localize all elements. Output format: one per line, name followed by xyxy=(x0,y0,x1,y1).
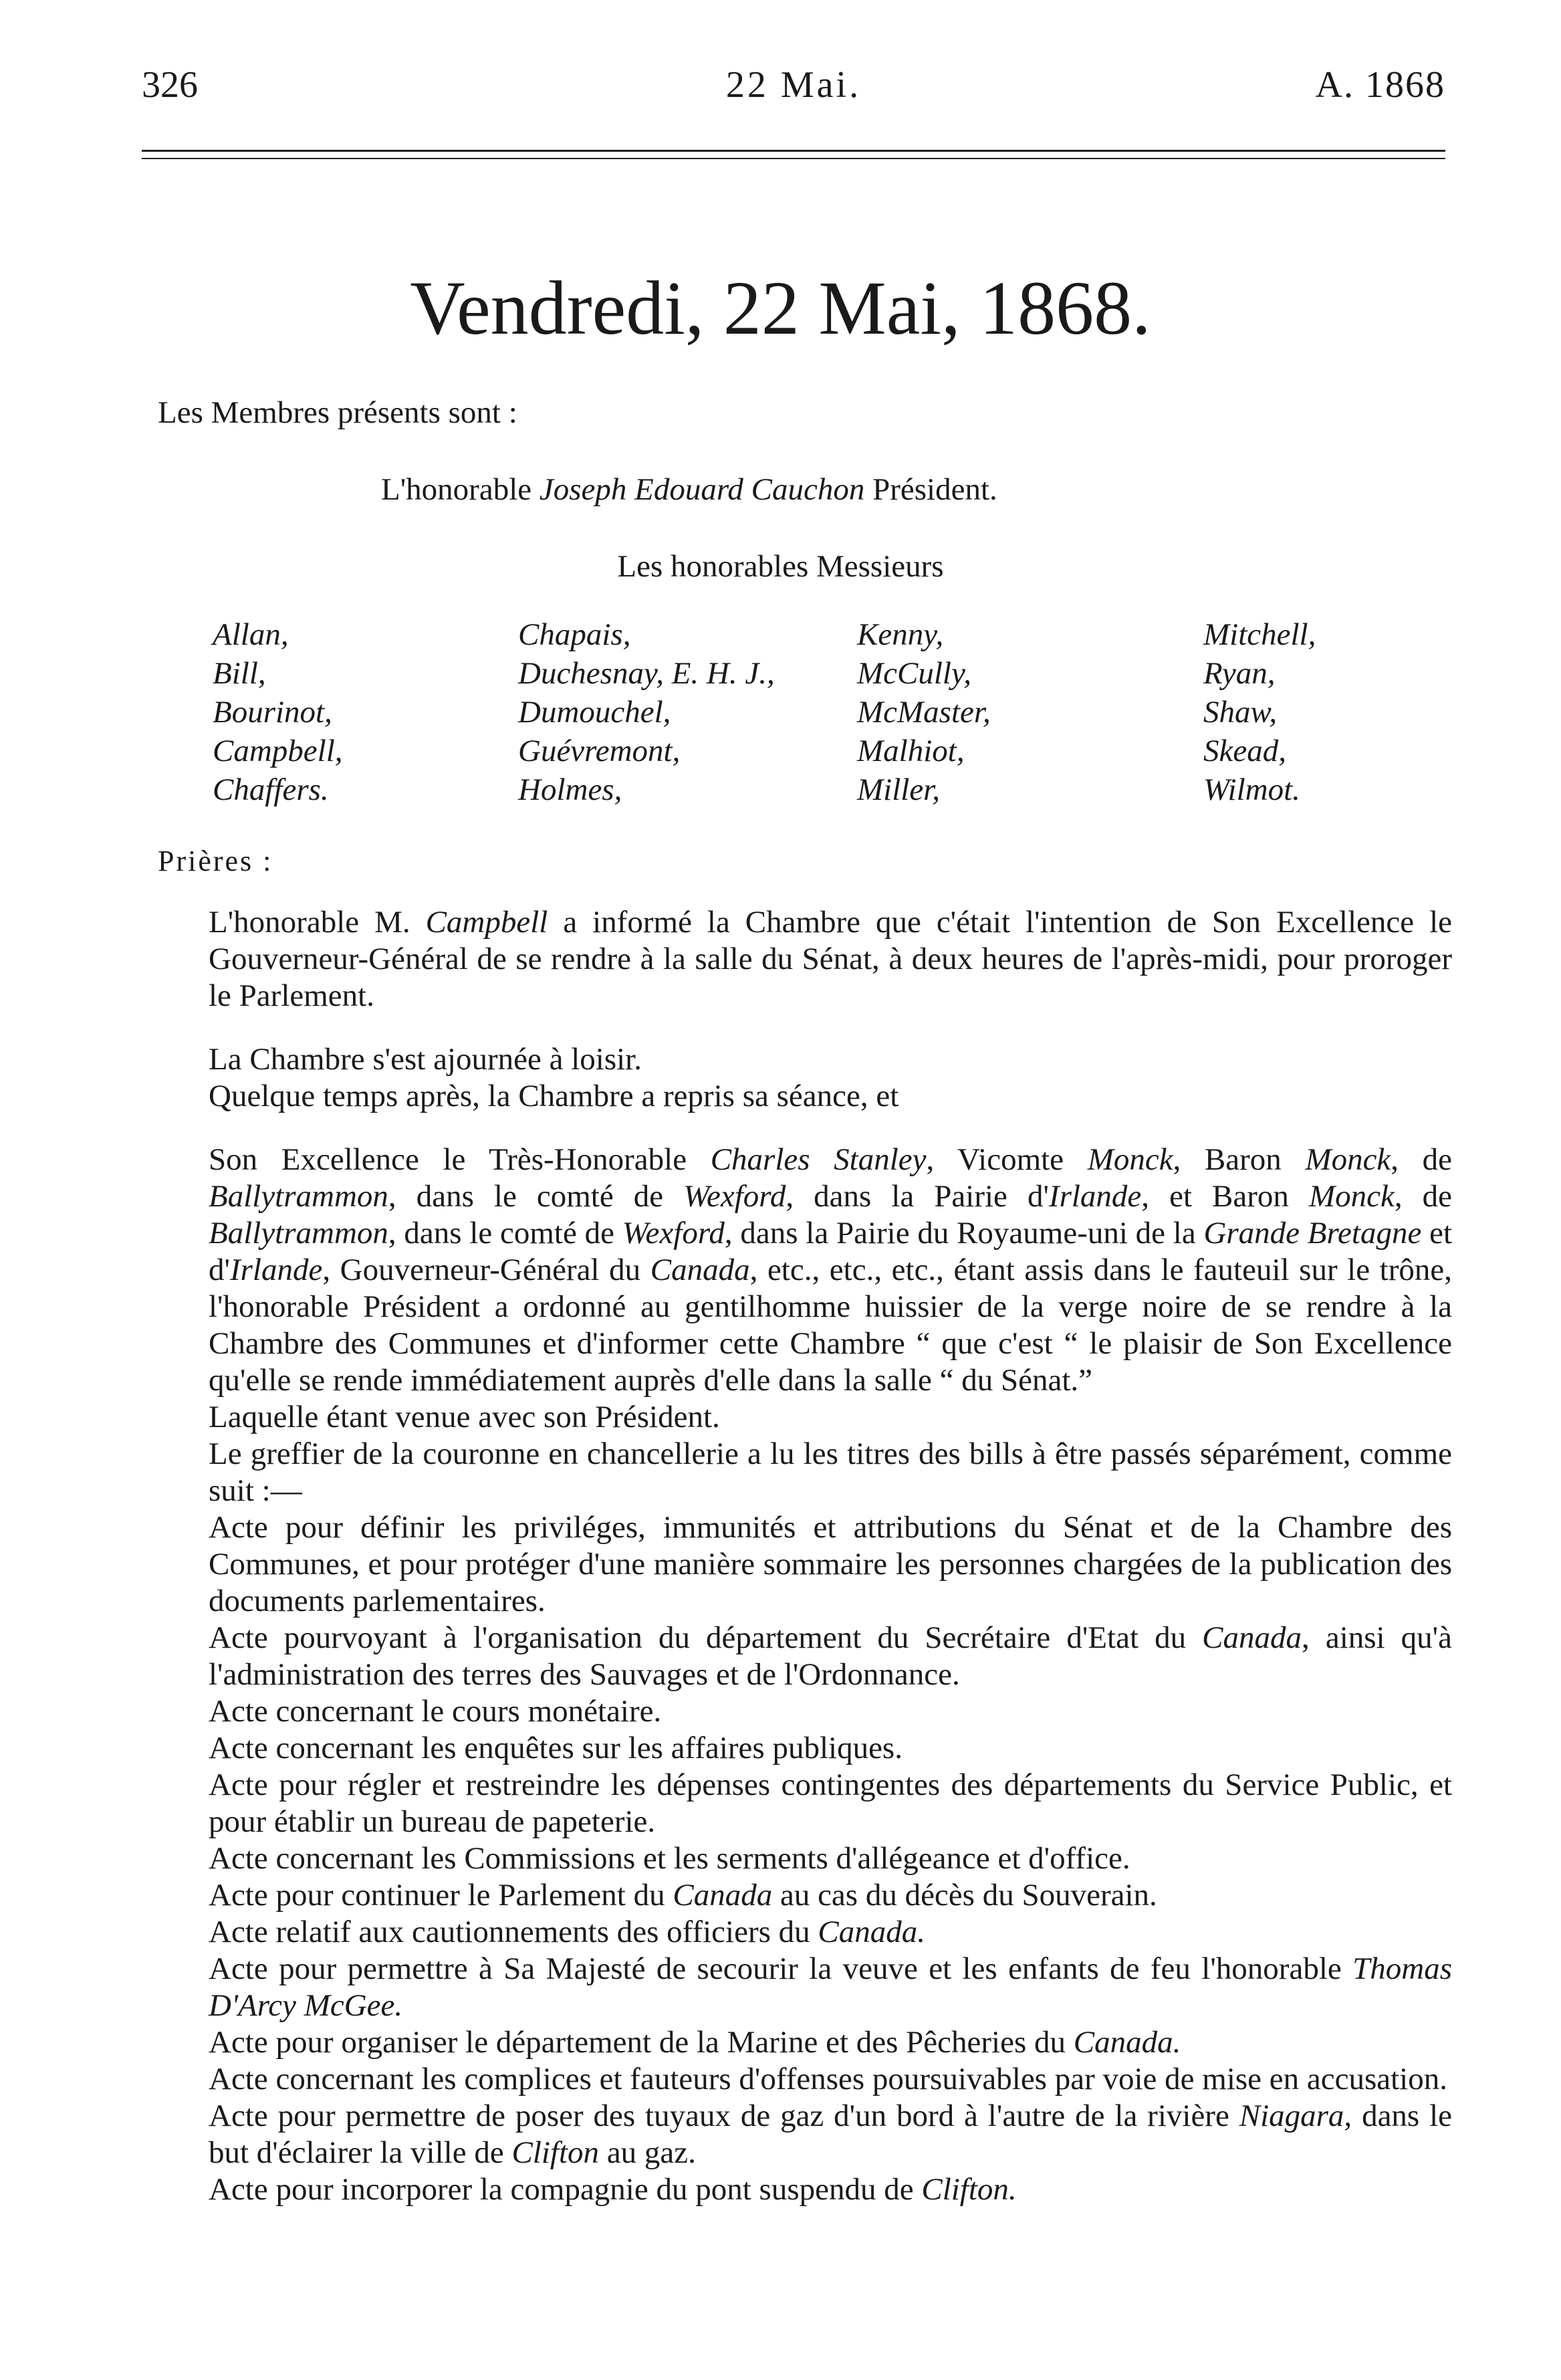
name-run: Clifton xyxy=(511,2135,600,2170)
president-line xyxy=(381,471,997,508)
honorables-label: Les honorables Messieurs xyxy=(617,549,944,584)
text-run: Son Excellence le Très-Honorable xyxy=(209,1142,687,1177)
name-run: Irlande xyxy=(229,1253,323,1287)
prieres-label: Prières : xyxy=(158,845,273,877)
campbell-paragraph xyxy=(209,904,1452,1014)
header-rule xyxy=(142,150,1445,152)
act-item xyxy=(209,1951,1452,2024)
name-run: Charles Stanley xyxy=(710,1142,927,1177)
text-run: , dans la Pairie d' xyxy=(786,1179,1049,1214)
name-run: Grande Bretagne xyxy=(1203,1216,1422,1251)
members-column-4 xyxy=(1203,615,1316,809)
members-column-3 xyxy=(857,615,991,809)
member-name: Duchesnay, E. H. J., xyxy=(518,656,775,691)
text-run: , dans le comté de xyxy=(388,1216,614,1251)
member-name-inline: Campbell xyxy=(425,905,548,940)
member-name: Mitchell, xyxy=(1203,617,1316,652)
text-run: Acte pour permettre de poser des tuyaux de gaz d'un bord à l'autre de la rivière xyxy=(209,2098,1229,2133)
member-name: McCully, xyxy=(857,656,971,691)
text-run: , Vicomte xyxy=(926,1142,1064,1177)
member-name: Ryan, xyxy=(1203,656,1276,691)
name-run: Canada xyxy=(650,1253,750,1287)
text-run: dans le but d'éclairer la ville de xyxy=(209,2098,1453,2170)
member-name: Chapais, xyxy=(518,617,631,652)
header-year: A. 1868 xyxy=(1315,64,1445,106)
member-name: Holmes, xyxy=(518,772,622,807)
text-run: et d' xyxy=(209,1216,1453,1287)
resumed-line: Quelque temps après, la Chambre a repris sa séance, et xyxy=(209,1079,899,1113)
name-run: Monck xyxy=(1087,1142,1173,1177)
text-run: , ainsi qu'à l'administration des terres des Sauvages et de l'Ordonnance. xyxy=(209,1620,1452,1692)
act-item: Acte concernant les complices et fauteurs d'offenses poursuivables par voie de mise en accusation. xyxy=(209,2062,1447,2096)
spacer xyxy=(209,1014,1452,1041)
name-run: Clifton. xyxy=(921,2172,1017,2207)
act-item: Acte concernant les enquêtes sur les affaires publiques. xyxy=(209,1731,903,1765)
member-name: Bill, xyxy=(213,656,266,691)
text-run: a informé la Chambre que c'était l'intention de Son Excellence le Gouverneur-Général de se rendre à la salle du Sénat, à deux heures de l'après-midi, pour proroger le Parlement. xyxy=(209,905,1453,1013)
proceedings-body xyxy=(209,904,1452,2208)
members-column-1 xyxy=(213,615,343,809)
excellence-paragraph xyxy=(209,1142,1452,1399)
president-prefix: L'honorable xyxy=(381,472,532,507)
act-item xyxy=(209,1914,1452,1951)
member-name: Dumouchel, xyxy=(518,695,671,730)
member-name: Wilmot. xyxy=(1203,772,1300,807)
page-number: 326 xyxy=(142,64,198,106)
name-run: Canada. xyxy=(1073,2025,1181,2060)
member-name: Allan, xyxy=(213,617,289,652)
member-name: Bourinot, xyxy=(213,695,332,730)
act-item: Acte concernant le cours monétaire. xyxy=(209,1694,662,1729)
act-item xyxy=(209,1877,1452,1914)
page-title: Vendredi, 22 Mai, 1868. xyxy=(410,265,1151,350)
text-run: au cas du décès du Souverain. xyxy=(779,1878,1157,1913)
member-name: Skead, xyxy=(1203,734,1286,768)
member-name: Chaffers. xyxy=(213,772,329,807)
name-run: Niagara, xyxy=(1239,2098,1352,2133)
text-run: Acte relatif aux cautionnements des officiers du xyxy=(209,1915,810,1949)
member-name: Kenny, xyxy=(857,617,944,652)
header-date: 22 Mai. xyxy=(725,64,862,106)
name-run: Canada. xyxy=(818,1915,925,1949)
text-run: , dans le comté de xyxy=(388,1179,664,1214)
text-run: , de xyxy=(1391,1142,1453,1177)
text-run: , Baron xyxy=(1173,1142,1282,1177)
act-item: Acte pour régler et restreindre les dépenses contingentes des départements du Service Public, et pour établir un bureau de papeterie. xyxy=(209,1767,1452,1839)
text-run: , de xyxy=(1394,1179,1452,1214)
act-item: Acte concernant les Commissions et les serments d'allégeance et d'office. xyxy=(209,1841,1130,1876)
name-run: Irlande xyxy=(1048,1179,1142,1214)
member-name: Malhiot, xyxy=(857,734,965,768)
president-role: Président. xyxy=(872,472,997,507)
member-name: Shaw, xyxy=(1203,695,1278,730)
name-run: Thomas D'Arcy McGee. xyxy=(209,1951,1452,2023)
name-run: Monck xyxy=(1305,1142,1391,1177)
act-item xyxy=(209,1620,1452,1693)
act-item xyxy=(209,2171,1452,2208)
text-run: Acte pourvoyant à l'organisation du département du Secrétaire d'Etat du xyxy=(209,1620,1187,1655)
members-column-2 xyxy=(518,615,775,809)
text-run: Acte pour continuer le Parlement du xyxy=(209,1878,665,1913)
name-run: Canada xyxy=(1202,1620,1302,1655)
text-run: , dans la Pairie du Royaume-uni de la xyxy=(724,1216,1196,1251)
text-run: Acte pour incorporer la compagnie du pont suspendu de xyxy=(209,2172,914,2207)
header-rule-thin xyxy=(142,158,1445,159)
member-name: Campbell, xyxy=(213,734,343,768)
running-header xyxy=(142,64,1445,124)
name-run: Wexford xyxy=(683,1179,786,1214)
text-run: Acte pour permettre à Sa Majesté de secourir la veuve et les enfants de feu l'honorable xyxy=(209,1951,1342,1986)
adjourn-line: La Chambre s'est ajournée à loisir. xyxy=(209,1042,642,1077)
spacer xyxy=(209,1115,1452,1142)
text-run: Acte pour organiser le département de la Marine et des Pêcheries du xyxy=(209,2025,1066,2060)
text-run: , et Baron xyxy=(1141,1179,1289,1214)
member-name: Guévremont, xyxy=(518,734,681,768)
name-run: Canada xyxy=(673,1878,773,1913)
name-run: Wexford xyxy=(622,1216,725,1251)
act-item xyxy=(209,2024,1452,2061)
text-run: , Gouverneur-Général du xyxy=(322,1253,641,1287)
act-item: Acte pour définir les priviléges, immunités et attributions du Sénat et de la Chambre des Communes, et pour protéger d'une manière sommaire les personnes chargées de la publication des documents parlementaires. xyxy=(209,1510,1452,1618)
members-intro: Les Membres présents sont : xyxy=(158,395,517,430)
text-run: au gaz. xyxy=(606,2135,696,2170)
laquelle-line: Laquelle étant venue avec son Président. xyxy=(209,1400,720,1434)
greffier-paragraph: Le greffier de la couronne en chancellerie a lu les titres des bills à être passés séparément, comme suit :— xyxy=(209,1436,1452,1508)
name-run: Monck xyxy=(1308,1179,1395,1214)
name-run: Ballytrammon xyxy=(209,1216,388,1251)
name-run: Ballytrammon xyxy=(209,1179,388,1214)
member-name: Miller, xyxy=(857,772,941,807)
act-item xyxy=(209,2098,1452,2171)
member-name: McMaster, xyxy=(857,695,991,730)
president-name: Joseph Edouard Cauchon xyxy=(539,472,865,507)
text-run: L'honorable M. xyxy=(209,905,410,940)
text-run: , etc., etc., etc., étant assis dans le fauteuil sur le trône, l'honorable Président a ordonné au gentilhomme huissier de la verge noire de se rendre à la Chambre des Communes et d'informer cette Chambre “ que c'est “ le plaisir de Son Excellence qu'elle se rende immédiatement auprès d'elle dans la salle “ du Sénat.” xyxy=(209,1253,1452,1398)
